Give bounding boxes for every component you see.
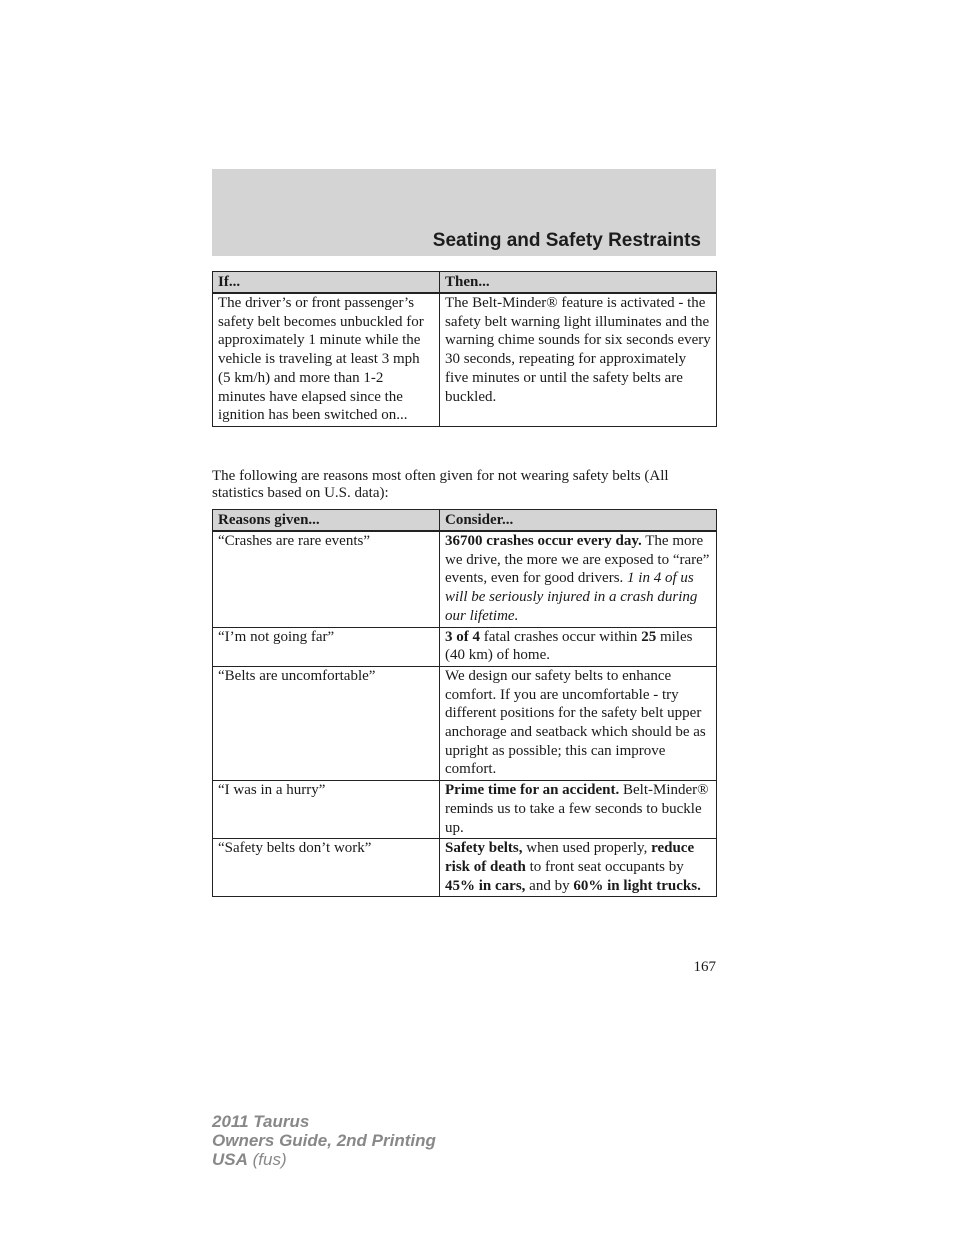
emphasis-text: Safety belts, (445, 840, 523, 857)
emphasis-text: 60% in light trucks. (573, 877, 701, 894)
body-text: We design our safety belts to enhance comfort. If you are uncomfortable - try different positions for the safety belt upper anchorage and seatback which should be as upright as possible; this can improve comfort. (445, 667, 706, 778)
body-text: to front seat occupants by (525, 858, 684, 875)
footer-region-line (212, 1150, 436, 1169)
table-row (213, 531, 717, 627)
body-text: Belt-Minder® reminds us to take a few seconds to buckle up. (445, 782, 709, 836)
body-text: and by (525, 877, 574, 894)
body-text: miles (40 km) of home. (445, 628, 693, 664)
consider-cell (440, 666, 717, 780)
column-header-then: Then... (440, 272, 717, 294)
consider-cell (440, 839, 717, 897)
reason-cell: “I’m not going far” (213, 627, 440, 666)
then-result-cell: The Belt-Minder® feature is activated - the safety belt warning light illuminates and the warning chime sounds for six seconds every 30 seconds, repeating for approximately five minutes or until the safety belts are buckled. (440, 293, 717, 426)
page-number: 167 (693, 959, 716, 975)
table-row (213, 781, 717, 839)
italic-text: 1 in 4 of us will be seriously injured in a crash during our lifetime. (445, 570, 698, 624)
consider-cell (440, 781, 717, 839)
reason-cell: “I was in a hurry” (213, 781, 440, 839)
reason-cell: “Safety belts don’t work” (213, 839, 440, 897)
reason-cell: “Crashes are rare events” (213, 531, 440, 627)
table-row (213, 839, 717, 897)
table-row (213, 666, 717, 780)
table-header-row (213, 510, 717, 532)
emphasis-text: 36700 crashes occur every day. (445, 533, 642, 549)
emphasis-text: 45% in cars, (445, 877, 526, 894)
footer-model-line: 2011 Taurus (212, 1112, 310, 1131)
consider-cell (440, 531, 717, 627)
intro-paragraph: The following are reasons most often given for not wearing safety belts (All statistics based on U.S. data): (212, 468, 669, 501)
table-row (213, 293, 717, 426)
emphasis-text: Prime time for an accident. (445, 782, 620, 799)
column-header-consider: Consider... (440, 510, 717, 532)
body-text: fatal crashes occur within (480, 628, 642, 645)
footer-region: USA (212, 1150, 248, 1169)
body-text: when used properly, (522, 840, 652, 857)
section-title: Seating and Safety Restraints (432, 230, 701, 251)
emphasis-text: 25 (641, 628, 657, 645)
footer-guide-line: Owners Guide, 2nd Printing (212, 1131, 436, 1150)
section-header-band (212, 169, 716, 256)
column-header-if: If... (213, 272, 440, 294)
body-text: The more we drive, the more we are exposed to “rare” events, even for good drivers. (445, 533, 710, 587)
consider-cell (440, 627, 717, 666)
emphasis-text: reduce risk of death (445, 840, 695, 875)
footer-region-code: (fus) (247, 1150, 287, 1169)
reason-cell: “Belts are uncomfortable” (213, 666, 440, 780)
reasons-table (212, 509, 717, 897)
table-row (213, 627, 717, 666)
if-condition-cell: The driver’s or front passenger’s safety belt becomes unbuckled for approximately 1 minute while the vehicle is traveling at least 3 mph (5 km/h) and more than 1-2 minutes have elapsed since the ignition has been switched on... (213, 293, 440, 426)
emphasis-text: 3 of 4 (445, 628, 480, 645)
table-header-row (213, 272, 717, 294)
column-header-reasons: Reasons given... (213, 510, 440, 532)
belt-minder-table (212, 271, 717, 427)
document-footer (212, 1112, 436, 1169)
